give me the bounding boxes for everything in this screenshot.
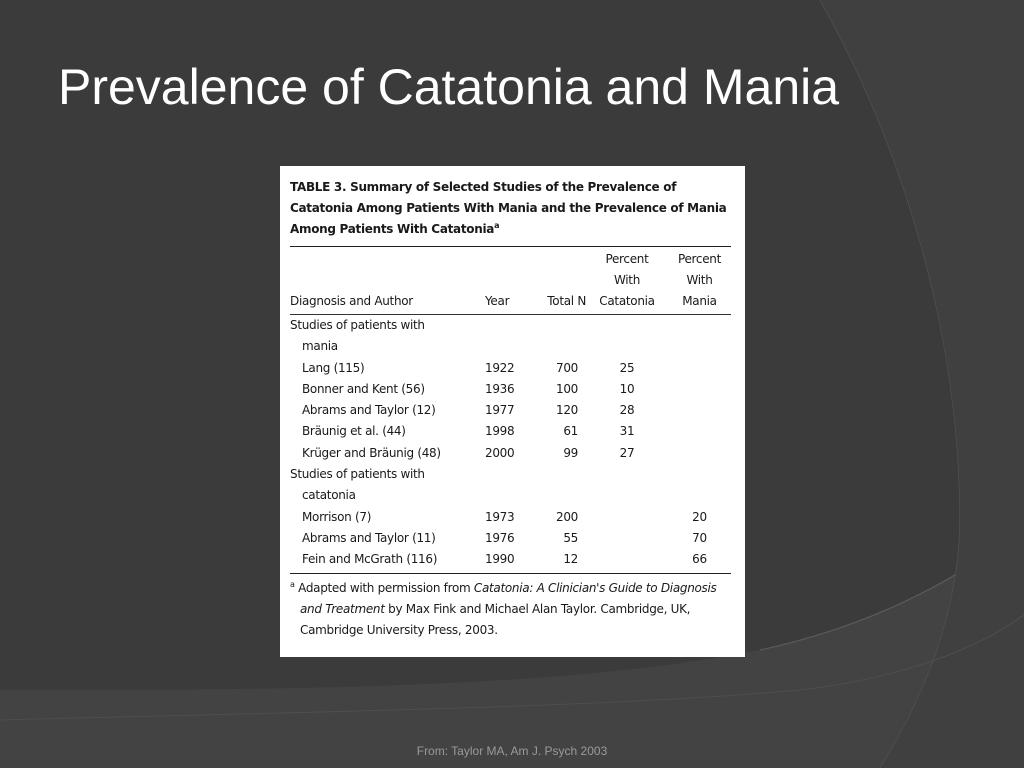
table-caption-text: TABLE 3. Summary of Selected Studies of the Prevalence of Catatonia Among Patients With Mania and the Prevalence of Mania Among Patients With Catatonia — [290, 180, 727, 236]
study-year: 1977 — [485, 403, 515, 418]
table-figure — [280, 166, 745, 657]
header-percent-catatonia-line1: Percent — [605, 252, 649, 266]
study-year: 1936 — [485, 381, 515, 396]
header-percent-mania-line1: Percent — [677, 252, 722, 266]
group-label: Studies of patients with — [290, 467, 425, 482]
study-percent-catatonia — [586, 528, 668, 549]
prevalence-table — [290, 247, 731, 571]
study-percent-mania: 66 — [692, 552, 707, 567]
study-total-n: 61 — [563, 424, 578, 439]
group-label-row — [290, 464, 731, 485]
study-percent-catatonia — [586, 507, 668, 528]
table-row — [290, 528, 731, 549]
study-total-n: 55 — [563, 530, 578, 545]
study-author: Morrison (7) — [302, 509, 372, 524]
study-author: Bonner and Kent (56) — [302, 381, 425, 396]
footnote-marker: a — [290, 579, 295, 589]
footnote-text-after: by Max Fink and Michael Alan Taylor. Cambridge, UK, Cambridge University Press, 2003. — [300, 601, 691, 637]
study-percent-catatonia: 25 — [619, 360, 635, 375]
study-author: Abrams and Taylor (11) — [302, 530, 436, 545]
footnote-book-title: Catatonia: A Clinician's Guide to Diagnosis and Treatment — [300, 580, 717, 616]
header-percent-catatonia — [586, 247, 668, 315]
study-total-n: 200 — [555, 509, 578, 524]
header-percent-catatonia-line2: With — [613, 273, 641, 287]
group-label-row — [290, 336, 731, 357]
table-row — [290, 507, 731, 528]
header-percent-catatonia-line3: Catatonia — [599, 294, 655, 308]
study-year: 1973 — [485, 509, 515, 524]
group-label-continued: catatonia — [302, 488, 356, 503]
study-percent-catatonia — [586, 549, 668, 570]
study-percent-catatonia: 31 — [619, 424, 635, 439]
study-author: Fein and McGrath (116) — [302, 552, 438, 567]
header-percent-mania — [668, 247, 731, 315]
study-year: 1990 — [485, 552, 515, 567]
group-label-row — [290, 315, 731, 336]
table-row — [290, 549, 731, 570]
study-author: Bräunig et al. (44) — [302, 424, 406, 439]
table-header-row — [290, 247, 731, 315]
group-label-row — [290, 485, 731, 506]
table-row — [290, 379, 731, 400]
header-author: Diagnosis and Author — [290, 294, 413, 308]
study-percent-mania — [668, 379, 731, 400]
table-row — [290, 358, 731, 379]
table-footnote — [290, 573, 731, 641]
study-percent-mania: 20 — [692, 509, 707, 524]
header-year: Year — [485, 294, 510, 308]
study-author: Krüger and Bräunig (48) — [302, 445, 441, 460]
group-label: Studies of patients with — [290, 318, 425, 332]
table-row — [290, 421, 731, 442]
study-percent-mania — [668, 358, 731, 379]
footnote-text-before: Adapted with permission from — [294, 580, 474, 595]
study-total-n: 100 — [555, 381, 578, 396]
study-author: Lang (115) — [302, 360, 365, 375]
study-percent-mania — [668, 443, 731, 464]
table-row — [290, 400, 731, 421]
header-total-n: Total N — [547, 294, 586, 308]
study-total-n: 120 — [555, 403, 578, 418]
study-percent-catatonia: 10 — [619, 381, 635, 396]
study-percent-catatonia: 27 — [619, 445, 635, 460]
study-percent-mania — [668, 421, 731, 442]
header-percent-mania-line3: Mania — [682, 294, 717, 308]
study-year: 1976 — [485, 530, 515, 545]
group-label-continued: mania — [302, 339, 338, 354]
study-year: 1922 — [485, 360, 515, 375]
study-year: 1998 — [485, 424, 515, 439]
study-percent-catatonia: 28 — [619, 403, 635, 418]
study-percent-mania — [668, 400, 731, 421]
study-percent-mania: 70 — [692, 530, 707, 545]
table-row — [290, 443, 731, 464]
study-year: 2000 — [485, 445, 515, 460]
study-total-n: 700 — [555, 360, 578, 375]
slide-title: Prevalence of Catatonia and Mania — [58, 59, 840, 115]
study-total-n: 12 — [563, 552, 578, 567]
table-caption — [290, 177, 731, 240]
table-caption-marker: a — [494, 221, 500, 230]
study-author: Abrams and Taylor (12) — [302, 403, 436, 418]
study-total-n: 99 — [563, 445, 578, 460]
header-percent-mania-line2: With — [686, 273, 713, 287]
source-credit: From: Taylor MA, Am J. Psych 2003 — [416, 744, 608, 758]
